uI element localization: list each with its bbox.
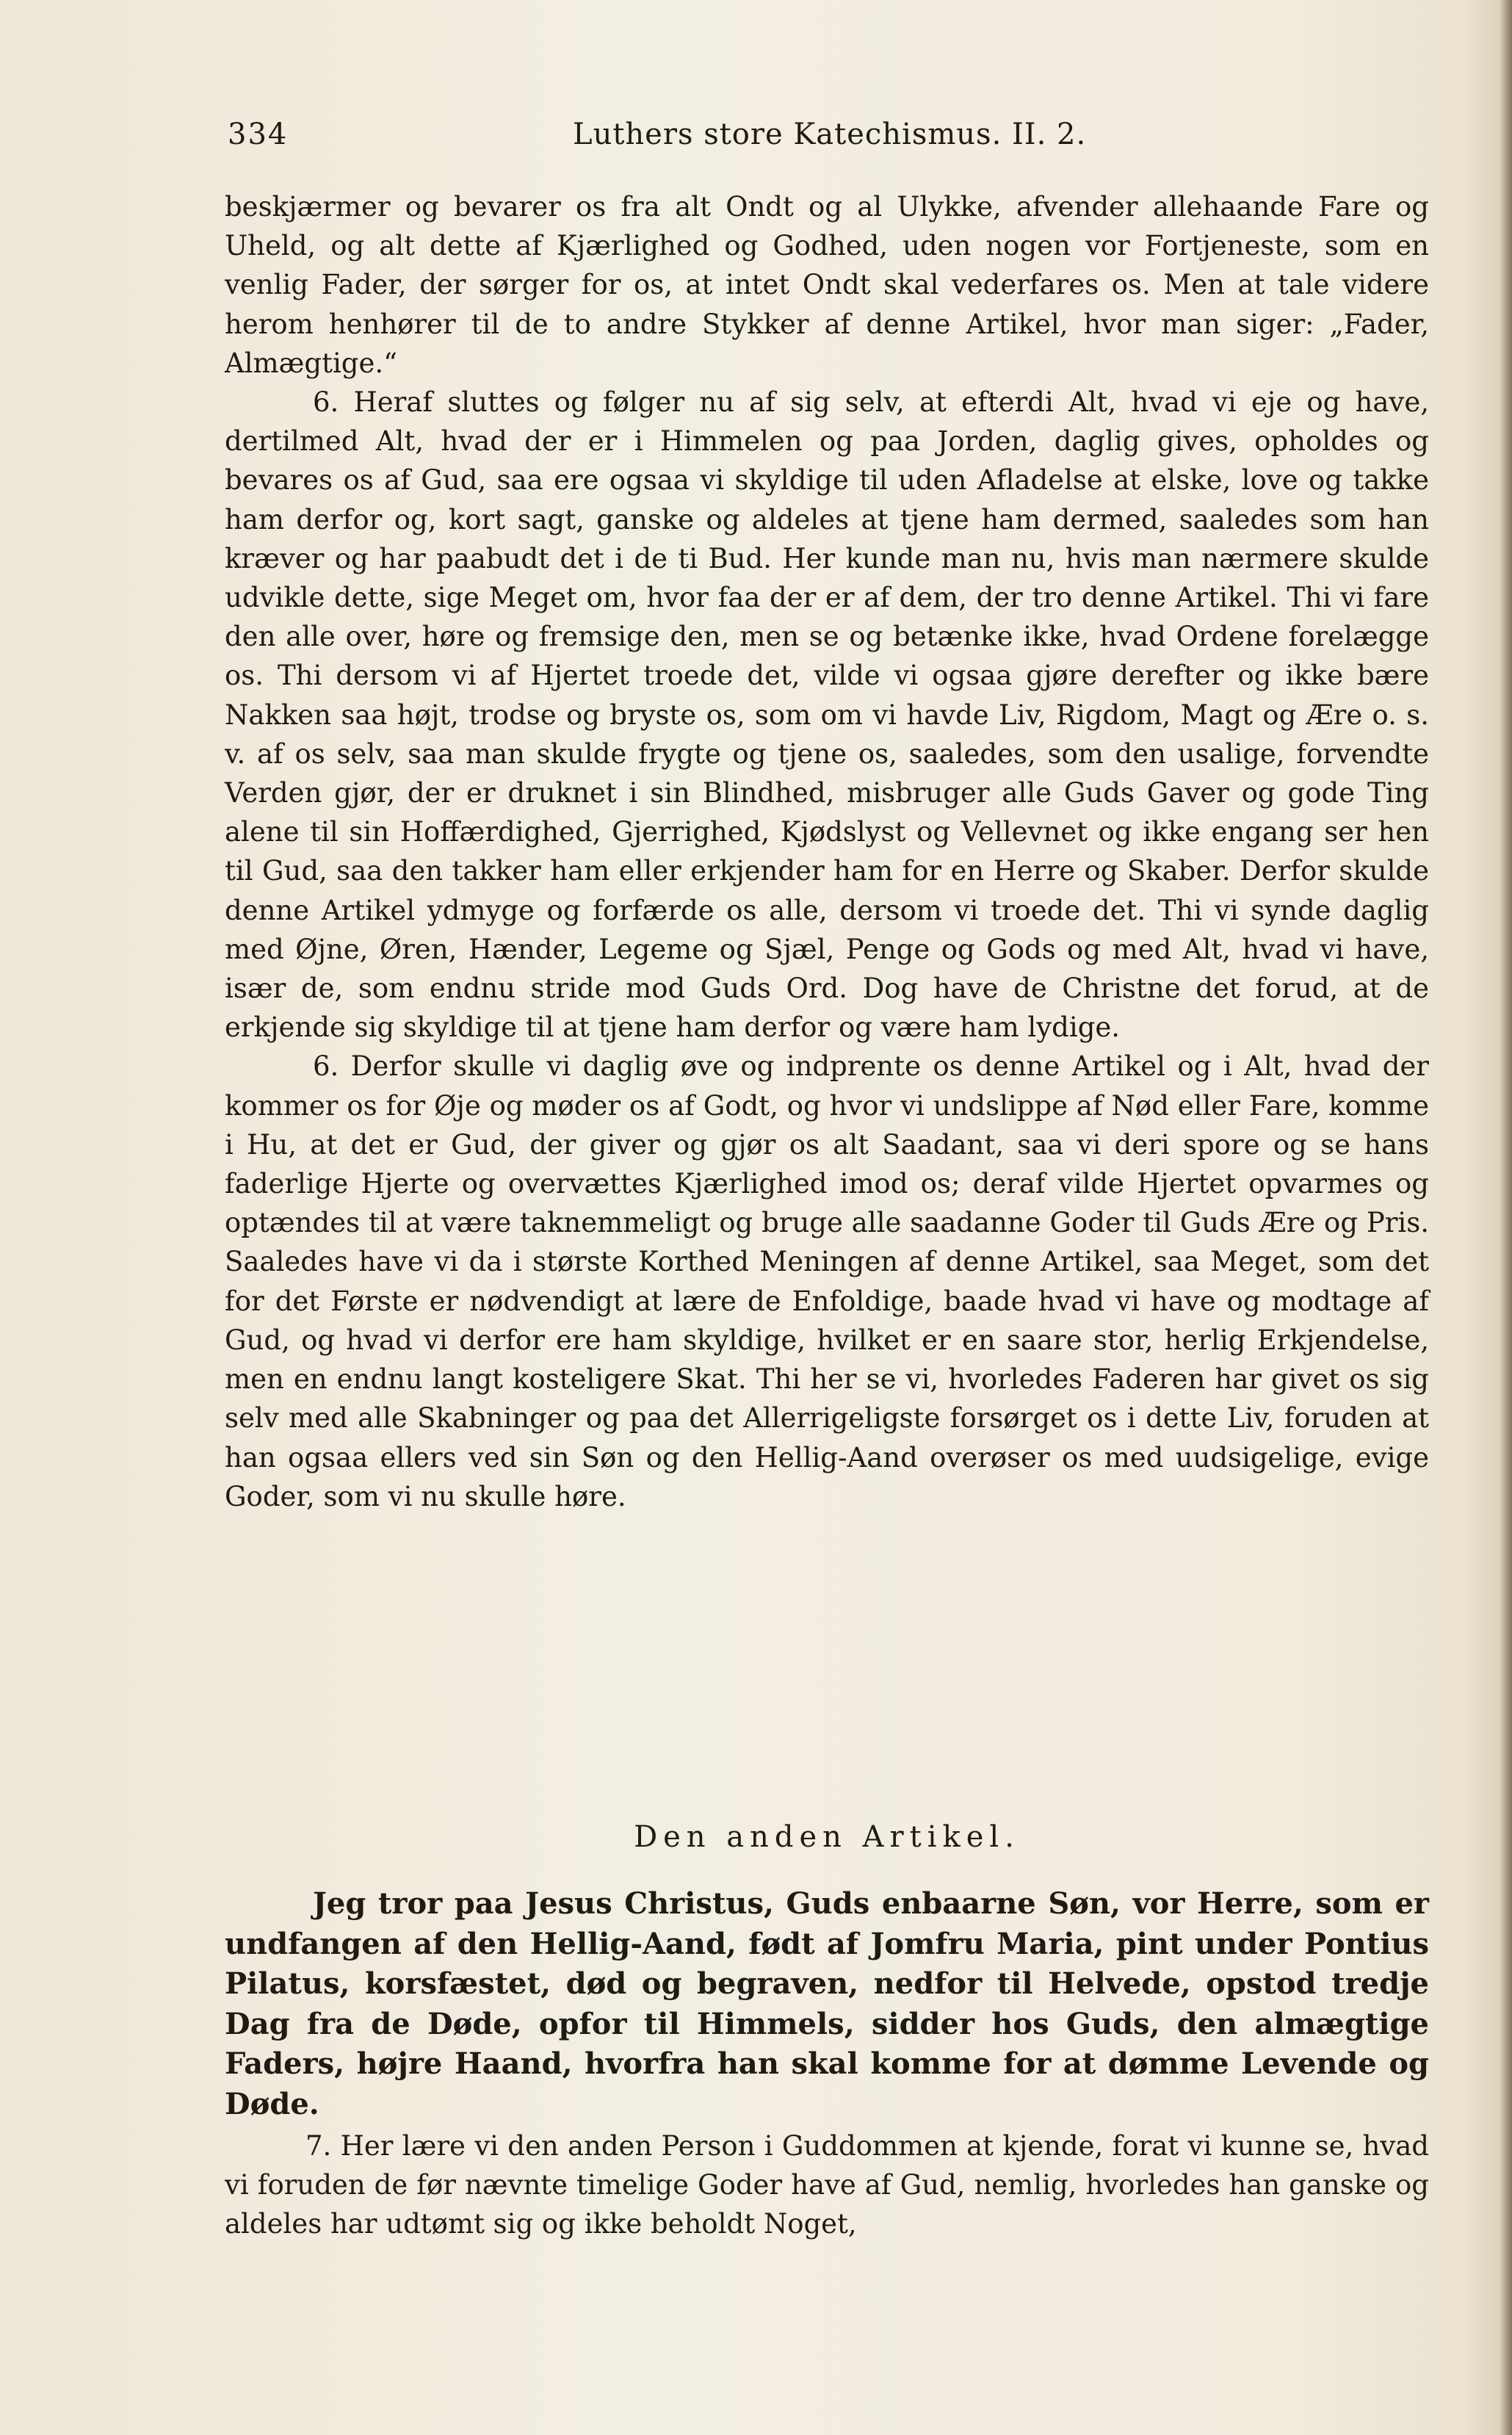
paragraph-continued: beskjærmer og bevarer os fra alt Ondt og al Ulykke, afvender allehaande Fare og Uheld, og alt dette af Kjærlighed og Godhed, uden nogen vor Fortjeneste, som en venlig Fader, der sørger for os, at intet Ondt skal vederfares os. Men at tale videre herom henhører til de to andre Stykker af denne Artikel, hvor man siger: „Fader, Almægtige.“ [225, 191, 1429, 379]
running-header [228, 118, 1278, 162]
header-title: Luthers store Katechismus. II. 2. [573, 118, 1087, 151]
paragraph-6a: 6. Heraf sluttes og følger nu af sig selv, at efterdi Alt, hvad vi eje og have, dertilmed Alt, hvad der er i Himmelen og paa Jorden, daglig gives, opholdes og bevares os af Gud, saa ere ogsaa vi skyldige til uden Afladelse at elske, love og takke ham derfor og, kort sagt, ganske og aldeles at tjene ham dermed, saaledes som han kræver og har paabudt det i de ti Bud. Her kunde man nu, hvis man nærmere skulde udvikle dette, sige Meget om, hvor faa der er af dem, der tro denne Artikel. Thi vi fare den alle over, høre og fremsige den, men se og betænke ikke, hvad Ordene forelægge os. Thi dersom vi af Hjertet troede det, vilde vi ogsaa gjøre derefter og ikke bære Nakken saa højt, trodse og bryste os, som om vi havde Liv, Rigdom, Magt og Ære o. s. v. af os selv, saa man skulde frygte og tjene os, saaledes, som den usalige, forvendte Verden gjør, der er druknet i sin Blindhed, misbruger alle Guds Gaver og gode Ting alene til sin Hoffærdighed, Gjerrighed, Kjødslyst og Vellevnet og ikke engang ser hen til Gud, saa den takker ham eller erkjender ham for en Herre og Skaber. Derfor skulde denne Artikel ydmyge og forfærde os alle, dersom vi troede det. Thi vi synde daglig med Øjne, Øren, Hænder, Legeme og Sjæl, Penge og Gods og med Alt, hvad vi have, især de, som endnu stride mod Guds Ord. Dog have de Christne det forud, at de erkjende sig skyldige til at tjene ham derfor og være ham lydige. [225, 386, 1429, 1044]
page-number: 334 [228, 118, 289, 151]
creed-text [225, 1884, 1429, 2124]
creed-paragraph: Jeg tror paa Jesus Christus, Guds enbaarne Søn, vor Herre, som er undfangen af den Hellig-Aand, født af Jomfru Maria, pint under Pontius Pilatus, korsfæstet, død og begraven, nedfor til Helvede, opstod tredje Dag fra de Døde, opfor til Himmels, sidder hos Guds, den almægtige Faders, højre Haand, hvorfra han skal komme for at dømme Levende og Døde. [225, 1886, 1429, 2121]
paragraph-7: 7. Her lære vi den anden Person i Guddommen at kjende, forat vi kunne se, hvad vi foruden de før nævnte timelige Goder have af Gud, nemlig, hvorledes han ganske og aldeles har udtømt sig og ikke beholdt Noget, [225, 2130, 1429, 2240]
page-edge-shadow [1500, 0, 1512, 2435]
continuation-text [225, 2126, 1429, 2243]
body-text [225, 187, 1429, 1516]
paragraph-6b: 6. Derfor skulle vi daglig øve og indprente os denne Artikel og i Alt, hvad der kommer os for Øje og møder os af Godt, og hvor vi undslippe af Nød eller Fare, komme i Hu, at det er Gud, der giver og gjør os alt Saadant, saa vi deri spore og se hans faderlige Hjerte og overvættes Kjærlighed imod os; deraf vilde Hjertet opvarmes og optændes til at være taknemmeligt og bruge alle saadanne Goder til Guds Ære og Pris. Saaledes have vi da i største Korthed Meningen af denne Artikel, saa Meget, som det for det Første er nødvendigt at lære de Enfoldige, baade hvad vi have og modtage af Gud, og hvad vi derfor ere ham skyldige, hvilket er en saare stor, herlig Erkjendelse, men en endnu langt kosteligere Skat. Thi her se vi, hvorledes Faderen har givet os sig selv med alle Skabninger og paa det Allerrigeligste forsørget os i dette Liv, foruden at han ogsaa ellers ved sin Søn og den Hellig-Aand overøser os med uudsigelige, evige Goder, som vi nu skulle høre. [225, 1050, 1429, 1512]
section-heading: Den anden Artikel. [634, 1820, 1020, 1854]
